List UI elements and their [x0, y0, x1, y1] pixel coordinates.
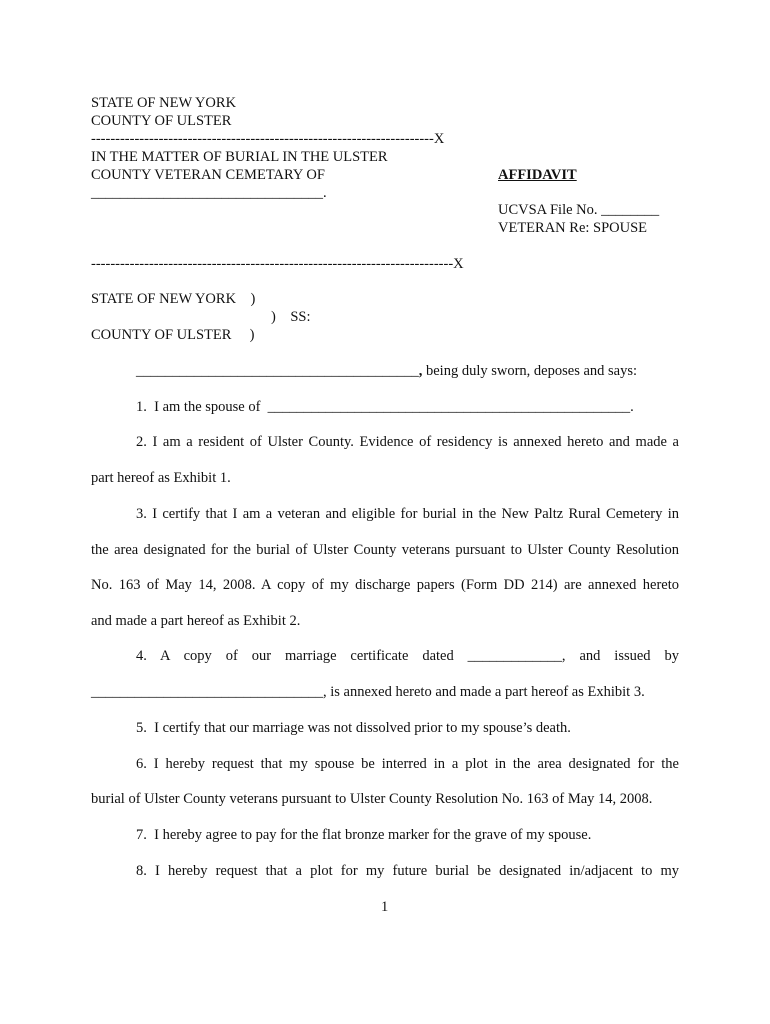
paragraph-4-line-1: 4. A copy of our marriage certificate dated _____________, and issued by — [136, 648, 679, 664]
document-title: AFFIDAVIT — [498, 167, 577, 183]
paragraph-4-line-2: ________________________________, is annexed hereto and made a part hereof as Exhibit 3. — [91, 684, 645, 700]
caption-state: STATE OF NEW YORK — [91, 95, 237, 111]
intro-text: being duly sworn, deposes and says: — [422, 363, 638, 379]
caption-county: COUNTY OF ULSTER — [91, 113, 232, 129]
caption-rule-top: -----------------------------------------------------------------------X — [91, 131, 445, 147]
file-number: UCVSA File No. ________ — [498, 202, 660, 218]
caption-rule-bottom: ---------------------------------------------------------------------------X — [91, 256, 464, 272]
paragraph-3-line-4: and made a part hereof as Exhibit 2. — [91, 613, 301, 629]
matter-line-2: COUNTY VETERAN CEMETARY OF — [91, 167, 325, 183]
intro-name-blank: _______________________________________ — [136, 363, 419, 379]
paragraph-6-line-2: burial of Ulster County veterans pursuant to Ulster County Resolution No. 163 of May 14, 2008. — [91, 791, 653, 807]
venue-ss: ) SS: — [271, 309, 311, 325]
paragraph-5: 5. I certify that our marriage was not dissolved prior to my spouse’s death. — [136, 720, 571, 736]
paragraph-2-line-1: 2. I am a resident of Ulster County. Evidence of residency is annexed hereto and made a — [136, 434, 679, 450]
paragraph-3-line-2: the area designated for the burial of Ulster County veterans pursuant to Ulster County Resolution — [91, 542, 679, 558]
paragraph-7: 7. I hereby agree to pay for the flat bronze marker for the grave of my spouse. — [136, 827, 592, 843]
paragraph-3-line-1: 3. I certify that I am a veteran and eligible for burial in the New Paltz Rural Cemetery in — [136, 506, 679, 522]
page-number: 1 — [381, 899, 389, 915]
intro-comma: , — [418, 363, 423, 379]
paragraph-1: 1. I am the spouse of __________________________________________________. — [136, 399, 634, 415]
re-line: VETERAN Re: SPOUSE — [498, 220, 648, 236]
paragraph-2-line-2: part hereof as Exhibit 1. — [91, 470, 231, 486]
matter-line-1: IN THE MATTER OF BURIAL IN THE ULSTER — [91, 149, 388, 165]
paragraph-6-line-1: 6. I hereby request that my spouse be interred in a plot in the area designated for the — [136, 756, 679, 772]
matter-line-3: ________________________________. — [91, 185, 327, 201]
venue-county: COUNTY OF ULSTER ) — [91, 327, 255, 343]
paragraph-8-line-1: 8. I hereby request that a plot for my future burial be designated in/adjacent to my — [136, 863, 679, 879]
venue-state: STATE OF NEW YORK ) — [91, 291, 256, 307]
paragraph-3-line-3: No. 163 of May 14, 2008. A copy of my discharge papers (Form DD 214) are annexed hereto — [91, 577, 679, 593]
intro-line — [136, 362, 637, 380]
